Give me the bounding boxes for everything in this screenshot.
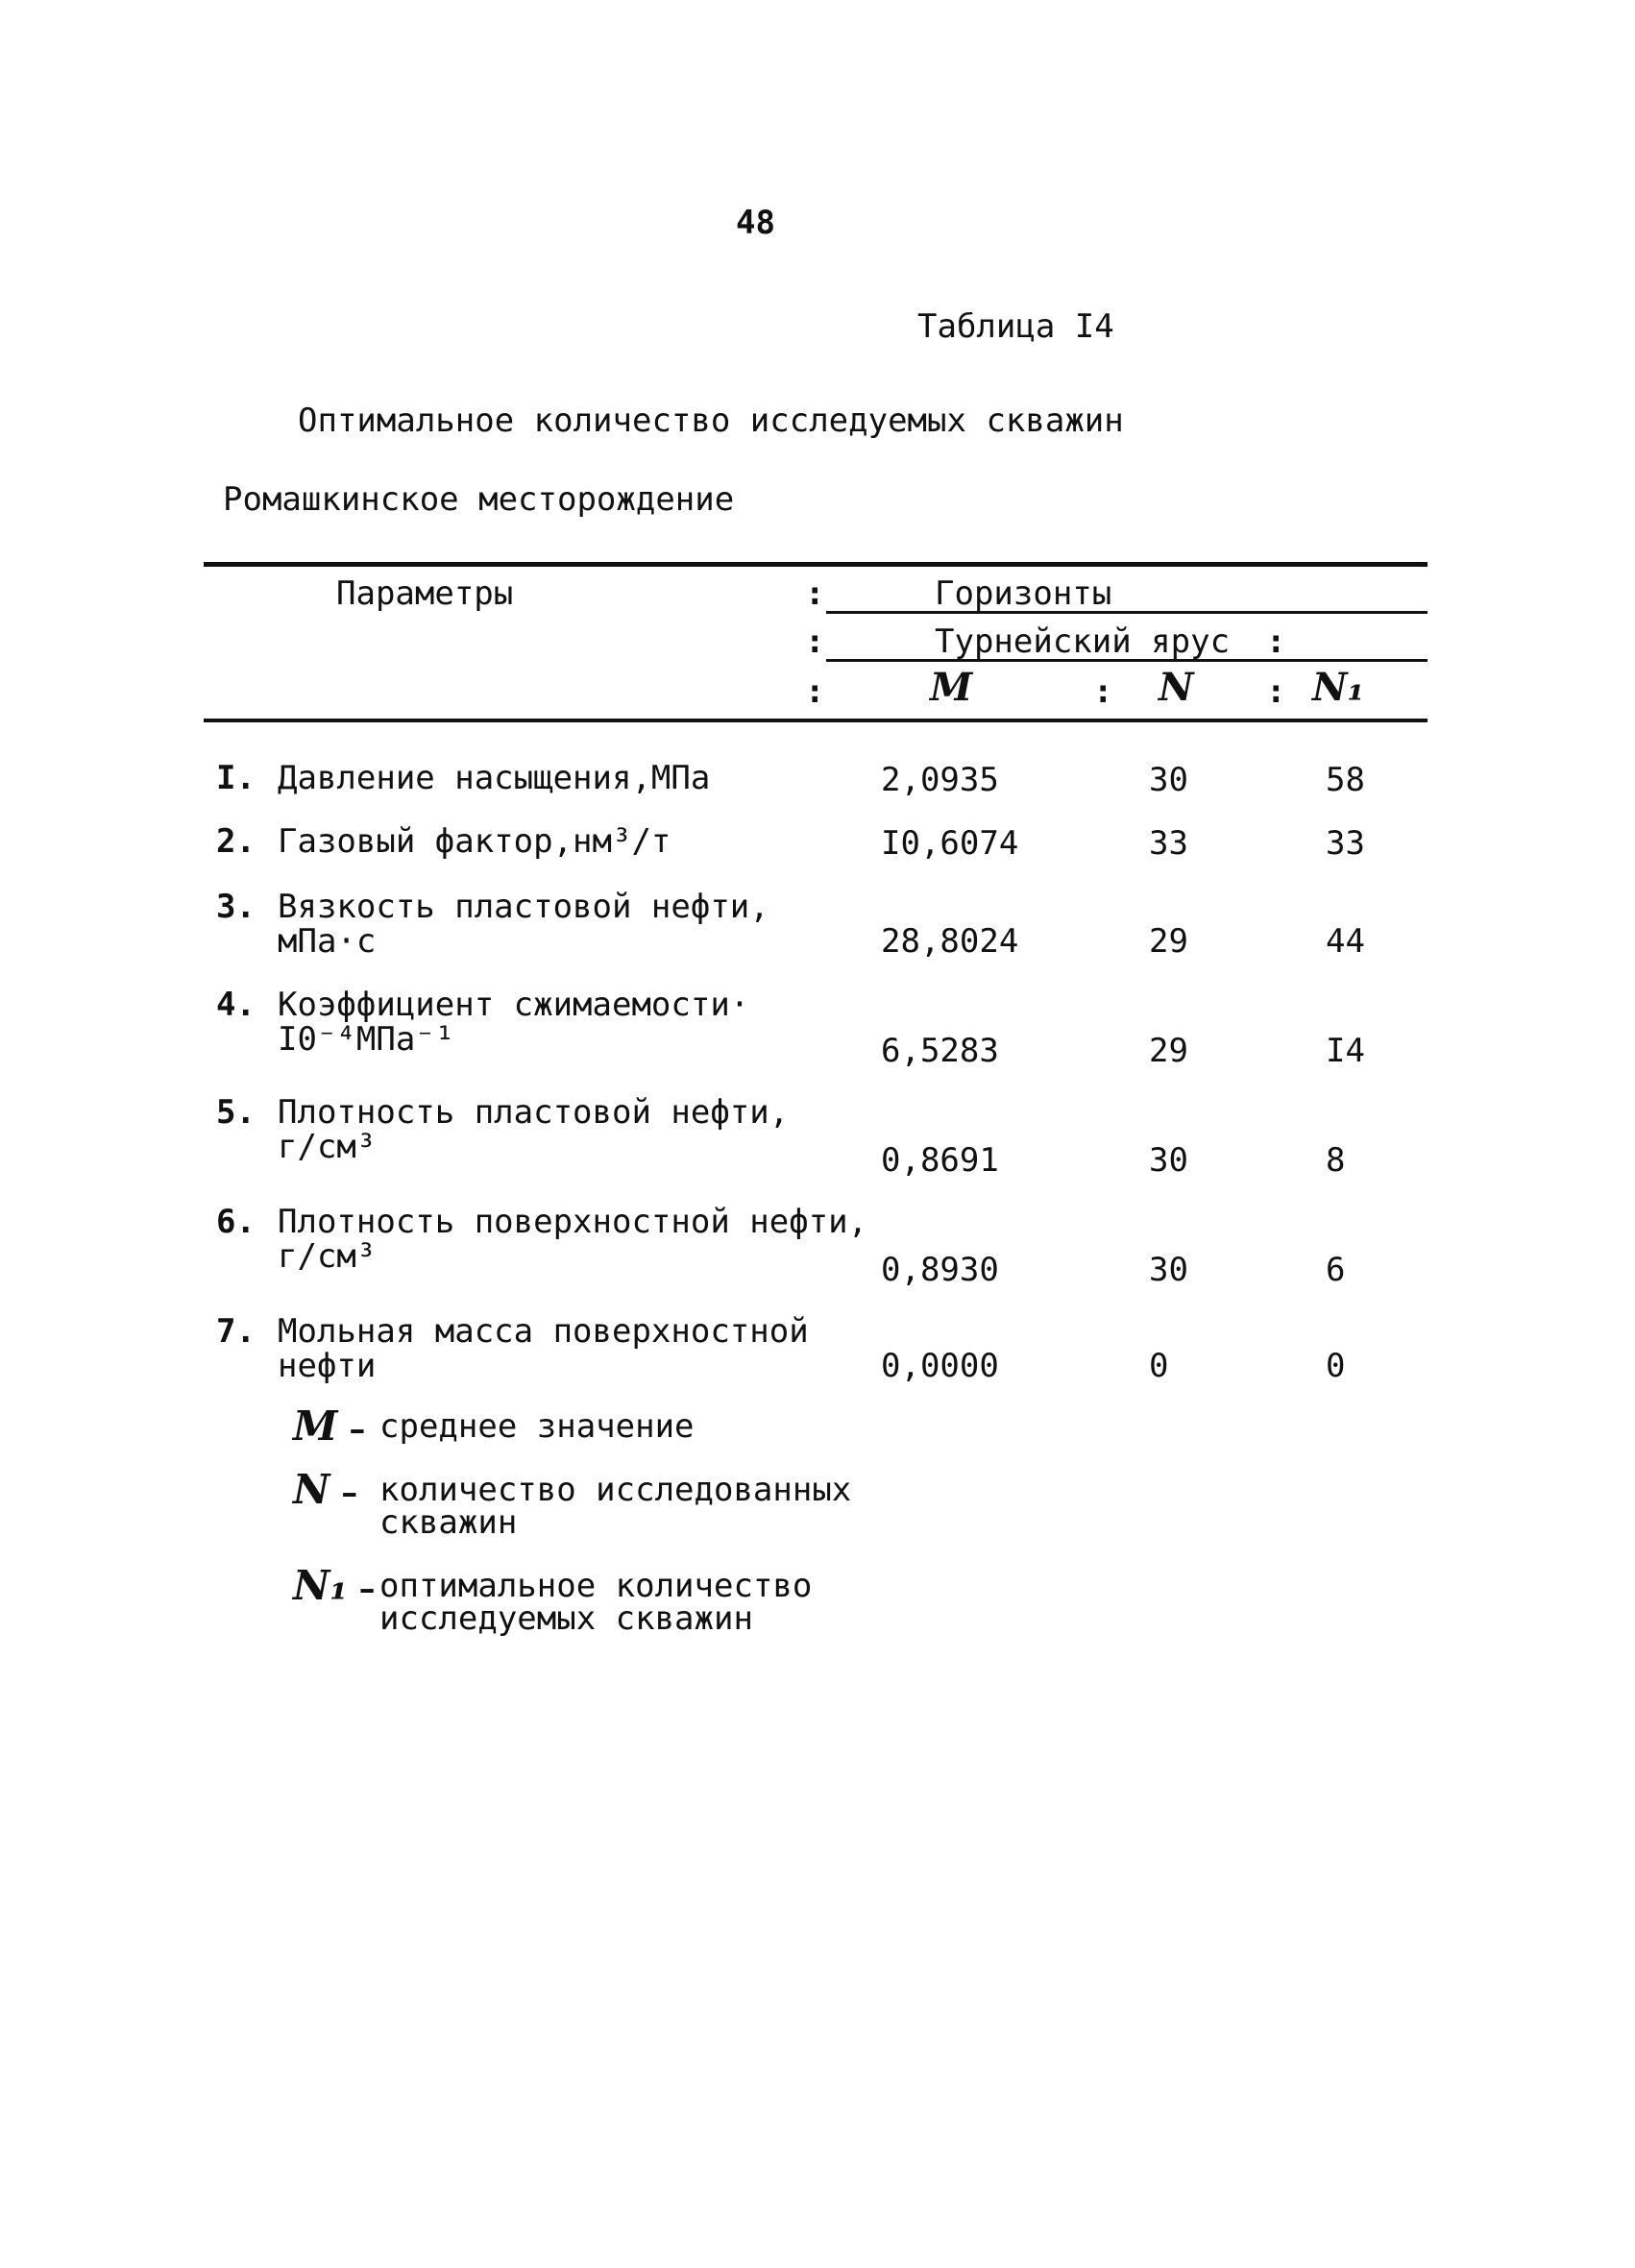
header-colon: :: [1266, 672, 1286, 711]
row-number: 5.: [216, 1093, 256, 1132]
row-number: 3.: [216, 888, 256, 926]
legend-symbol-m: M –: [293, 1402, 366, 1450]
row-label: Газовый фактор,нм³/т: [278, 822, 671, 861]
row-number: I.: [216, 759, 256, 797]
row-number: 6.: [216, 1203, 256, 1241]
header-stage: Турнейский ярус: [935, 622, 1231, 661]
table-label: Таблица I4: [917, 307, 1114, 346]
header-colon: :: [1266, 622, 1286, 661]
field-name: Ромашкинское месторождение: [223, 480, 735, 519]
cell-m: 6,5283: [881, 1032, 999, 1070]
table-row: [216, 988, 831, 1057]
row-number: 2.: [216, 822, 256, 861]
header-params: Параметры: [336, 574, 514, 613]
cell-n1: 58: [1326, 761, 1365, 799]
legend-text: среднее значение: [379, 1407, 695, 1446]
page-number: 48: [736, 204, 775, 242]
table-row: [216, 761, 889, 795]
cell-n: 30: [1149, 1251, 1188, 1289]
table-title: Оптимальное количество исследуемых скважин: [298, 402, 1124, 440]
cell-m: 0,8691: [881, 1141, 999, 1180]
cell-m: 0,0000: [881, 1347, 999, 1385]
cell-n: 29: [1149, 922, 1188, 961]
row-label: Вязкость пластовой нефти, мПа·с: [278, 888, 769, 961]
cell-n: 33: [1149, 824, 1188, 863]
cell-m: 28,8024: [881, 922, 1019, 961]
row-label: Плотность поверхностной нефти, г/см³: [278, 1203, 868, 1276]
cell-m: 0,8930: [881, 1251, 999, 1289]
table-row: [216, 1314, 831, 1383]
cell-n1: I4: [1326, 1032, 1365, 1070]
legend-symbol-n: N –: [293, 1466, 358, 1513]
cell-n: 0: [1149, 1347, 1169, 1385]
cell-n1: 44: [1326, 922, 1365, 961]
header-col-n1: N₁: [1312, 665, 1365, 710]
row-number: 7.: [216, 1312, 256, 1351]
cell-m: I0,6074: [881, 824, 1019, 863]
row-label: Мольная масса поверхностной нефти: [278, 1312, 809, 1385]
header-colon: :: [805, 574, 825, 613]
horizons-underline: [826, 611, 1428, 614]
header-colon: :: [805, 622, 825, 661]
header-colon: :: [805, 672, 825, 711]
cell-n: 30: [1149, 761, 1188, 799]
cell-n1: 6: [1326, 1251, 1346, 1289]
table-row: [216, 824, 889, 859]
table-row: [216, 890, 831, 959]
cell-n: 29: [1149, 1032, 1188, 1070]
cell-m: 2,0935: [881, 761, 999, 799]
table-top-rule: [204, 562, 1428, 567]
table-row: [216, 1205, 869, 1274]
row-label: Давление насыщения,МПа: [278, 759, 711, 797]
cell-n1: 33: [1326, 824, 1365, 863]
header-col-m: M: [930, 665, 973, 710]
header-horizons: Горизонты: [935, 574, 1112, 613]
header-col-n: N: [1159, 665, 1194, 710]
cell-n: 30: [1149, 1141, 1188, 1180]
legend-symbol-n1: N₁ –: [293, 1562, 376, 1609]
header-colon: :: [1093, 672, 1113, 711]
row-label: Коэффициент сжимаемости· I0⁻⁴МПа⁻¹: [278, 986, 750, 1059]
row-number: 4.: [216, 986, 256, 1024]
cell-n1: 8: [1326, 1141, 1346, 1180]
table-row: [216, 1095, 831, 1164]
header-bottom-rule: [204, 719, 1428, 722]
legend-text: количество исследованных скважин: [379, 1471, 852, 1542]
row-label: Плотность пластовой нефти, г/см³: [278, 1093, 790, 1166]
legend-text: оптимальное количество исследуемых скважин: [379, 1567, 813, 1638]
cell-n1: 0: [1326, 1347, 1346, 1385]
